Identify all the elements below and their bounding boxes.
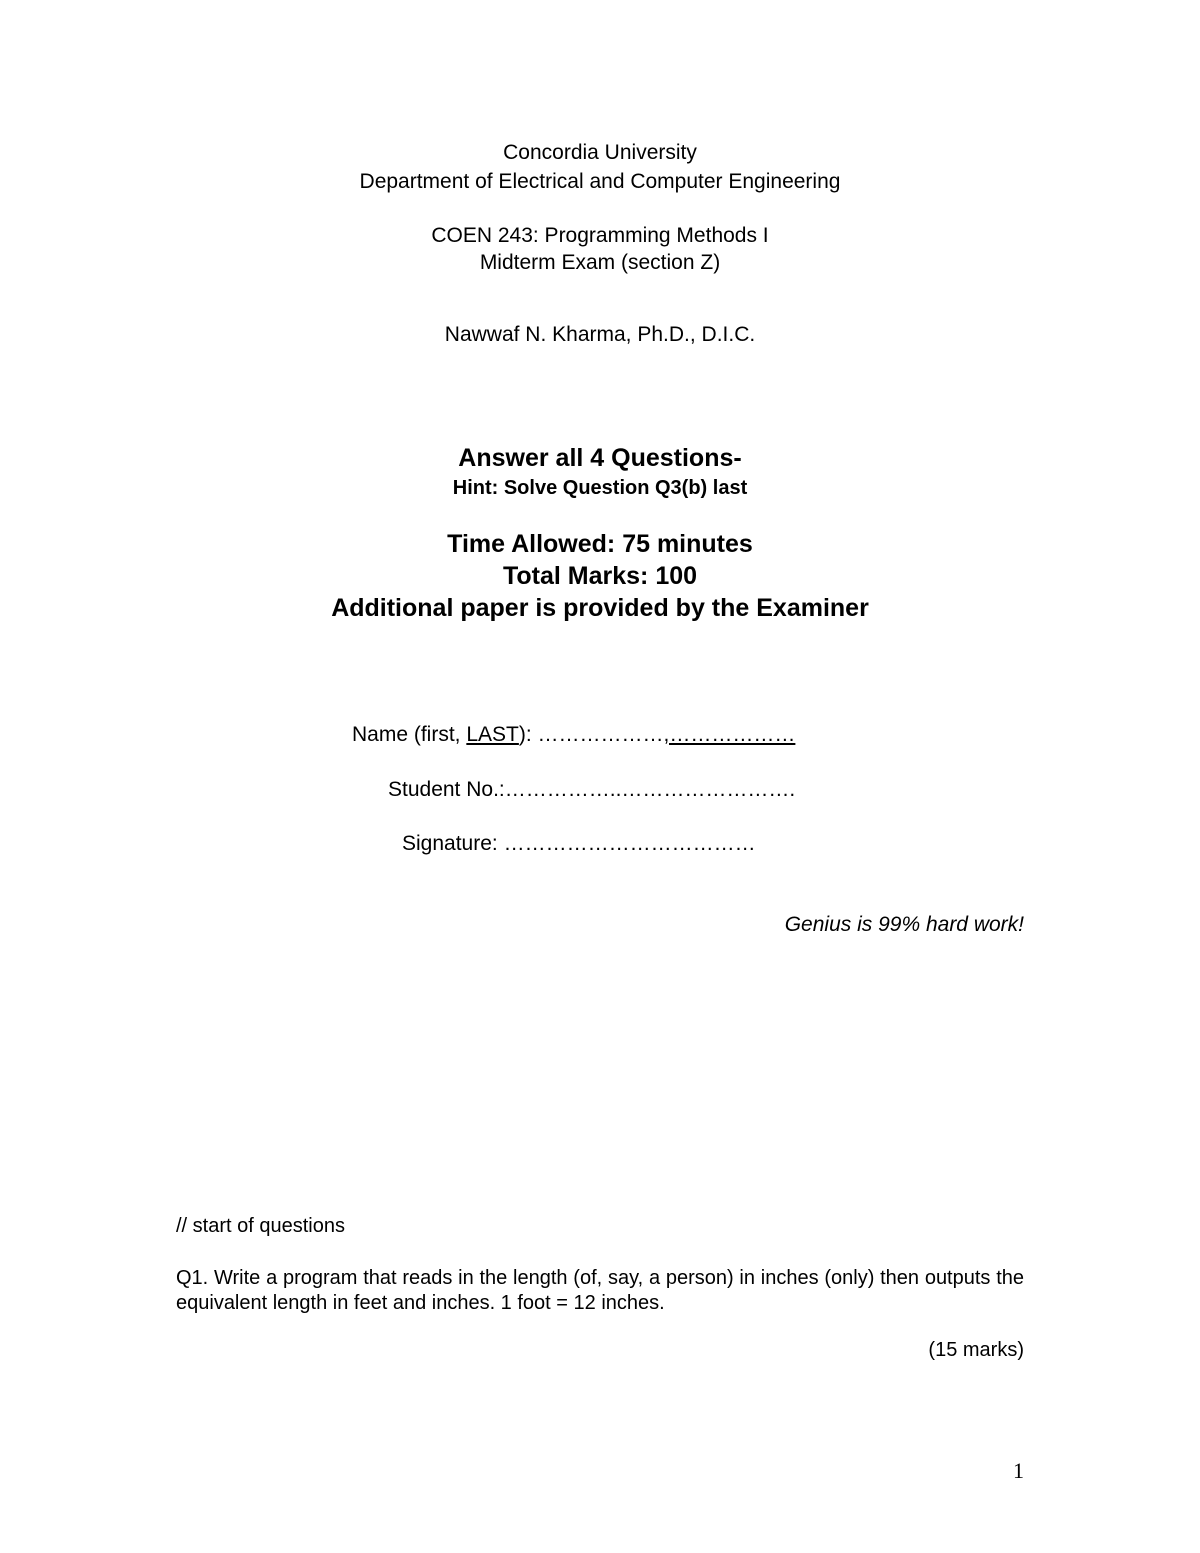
university-name: Concordia University <box>503 141 697 164</box>
questions-start-comment: // start of questions <box>176 1215 345 1237</box>
additional-paper-note: Additional paper is provided by the Examiner <box>331 594 869 622</box>
motto: Genius is 99% hard work! <box>784 913 1024 936</box>
course-title: COEN 243: Programming Methods I <box>431 224 769 247</box>
page-number: 1 <box>1013 1458 1024 1483</box>
instructor-name: Nawwaf N. Kharma, Ph.D., D.I.C. <box>444 323 756 346</box>
exam-title: Midterm Exam (section Z) <box>479 251 721 274</box>
question-1-text: Q1. Write a program that reads in the length (of, say, a person) in inches (only) then outputs the equivalent length in feet and inches. 1 foot = 12 inches. <box>176 1267 1024 1314</box>
student-number-field: Student No.:……………..……………………. <box>388 778 796 801</box>
question-1-marks: (15 marks) <box>928 1339 1024 1361</box>
time-allowed: Time Allowed: 75 minutes <box>447 530 753 558</box>
name-blank-last: ,……………… <box>663 723 796 746</box>
signature-field: Signature: ……………………………… <box>402 832 756 855</box>
total-marks: Total Marks: 100 <box>502 562 698 590</box>
name-label-suffix: ): ……………… <box>518 723 664 746</box>
answer-all-heading: Answer all 4 Questions- <box>458 444 742 472</box>
name-label-prefix: Name (first, <box>352 723 467 746</box>
name-label-last: LAST <box>466 723 519 746</box>
hint-text: Hint: Solve Question Q3(b) last <box>452 477 748 499</box>
department-name: Department of Electrical and Computer Engineering <box>359 170 841 193</box>
name-field <box>352 723 795 747</box>
